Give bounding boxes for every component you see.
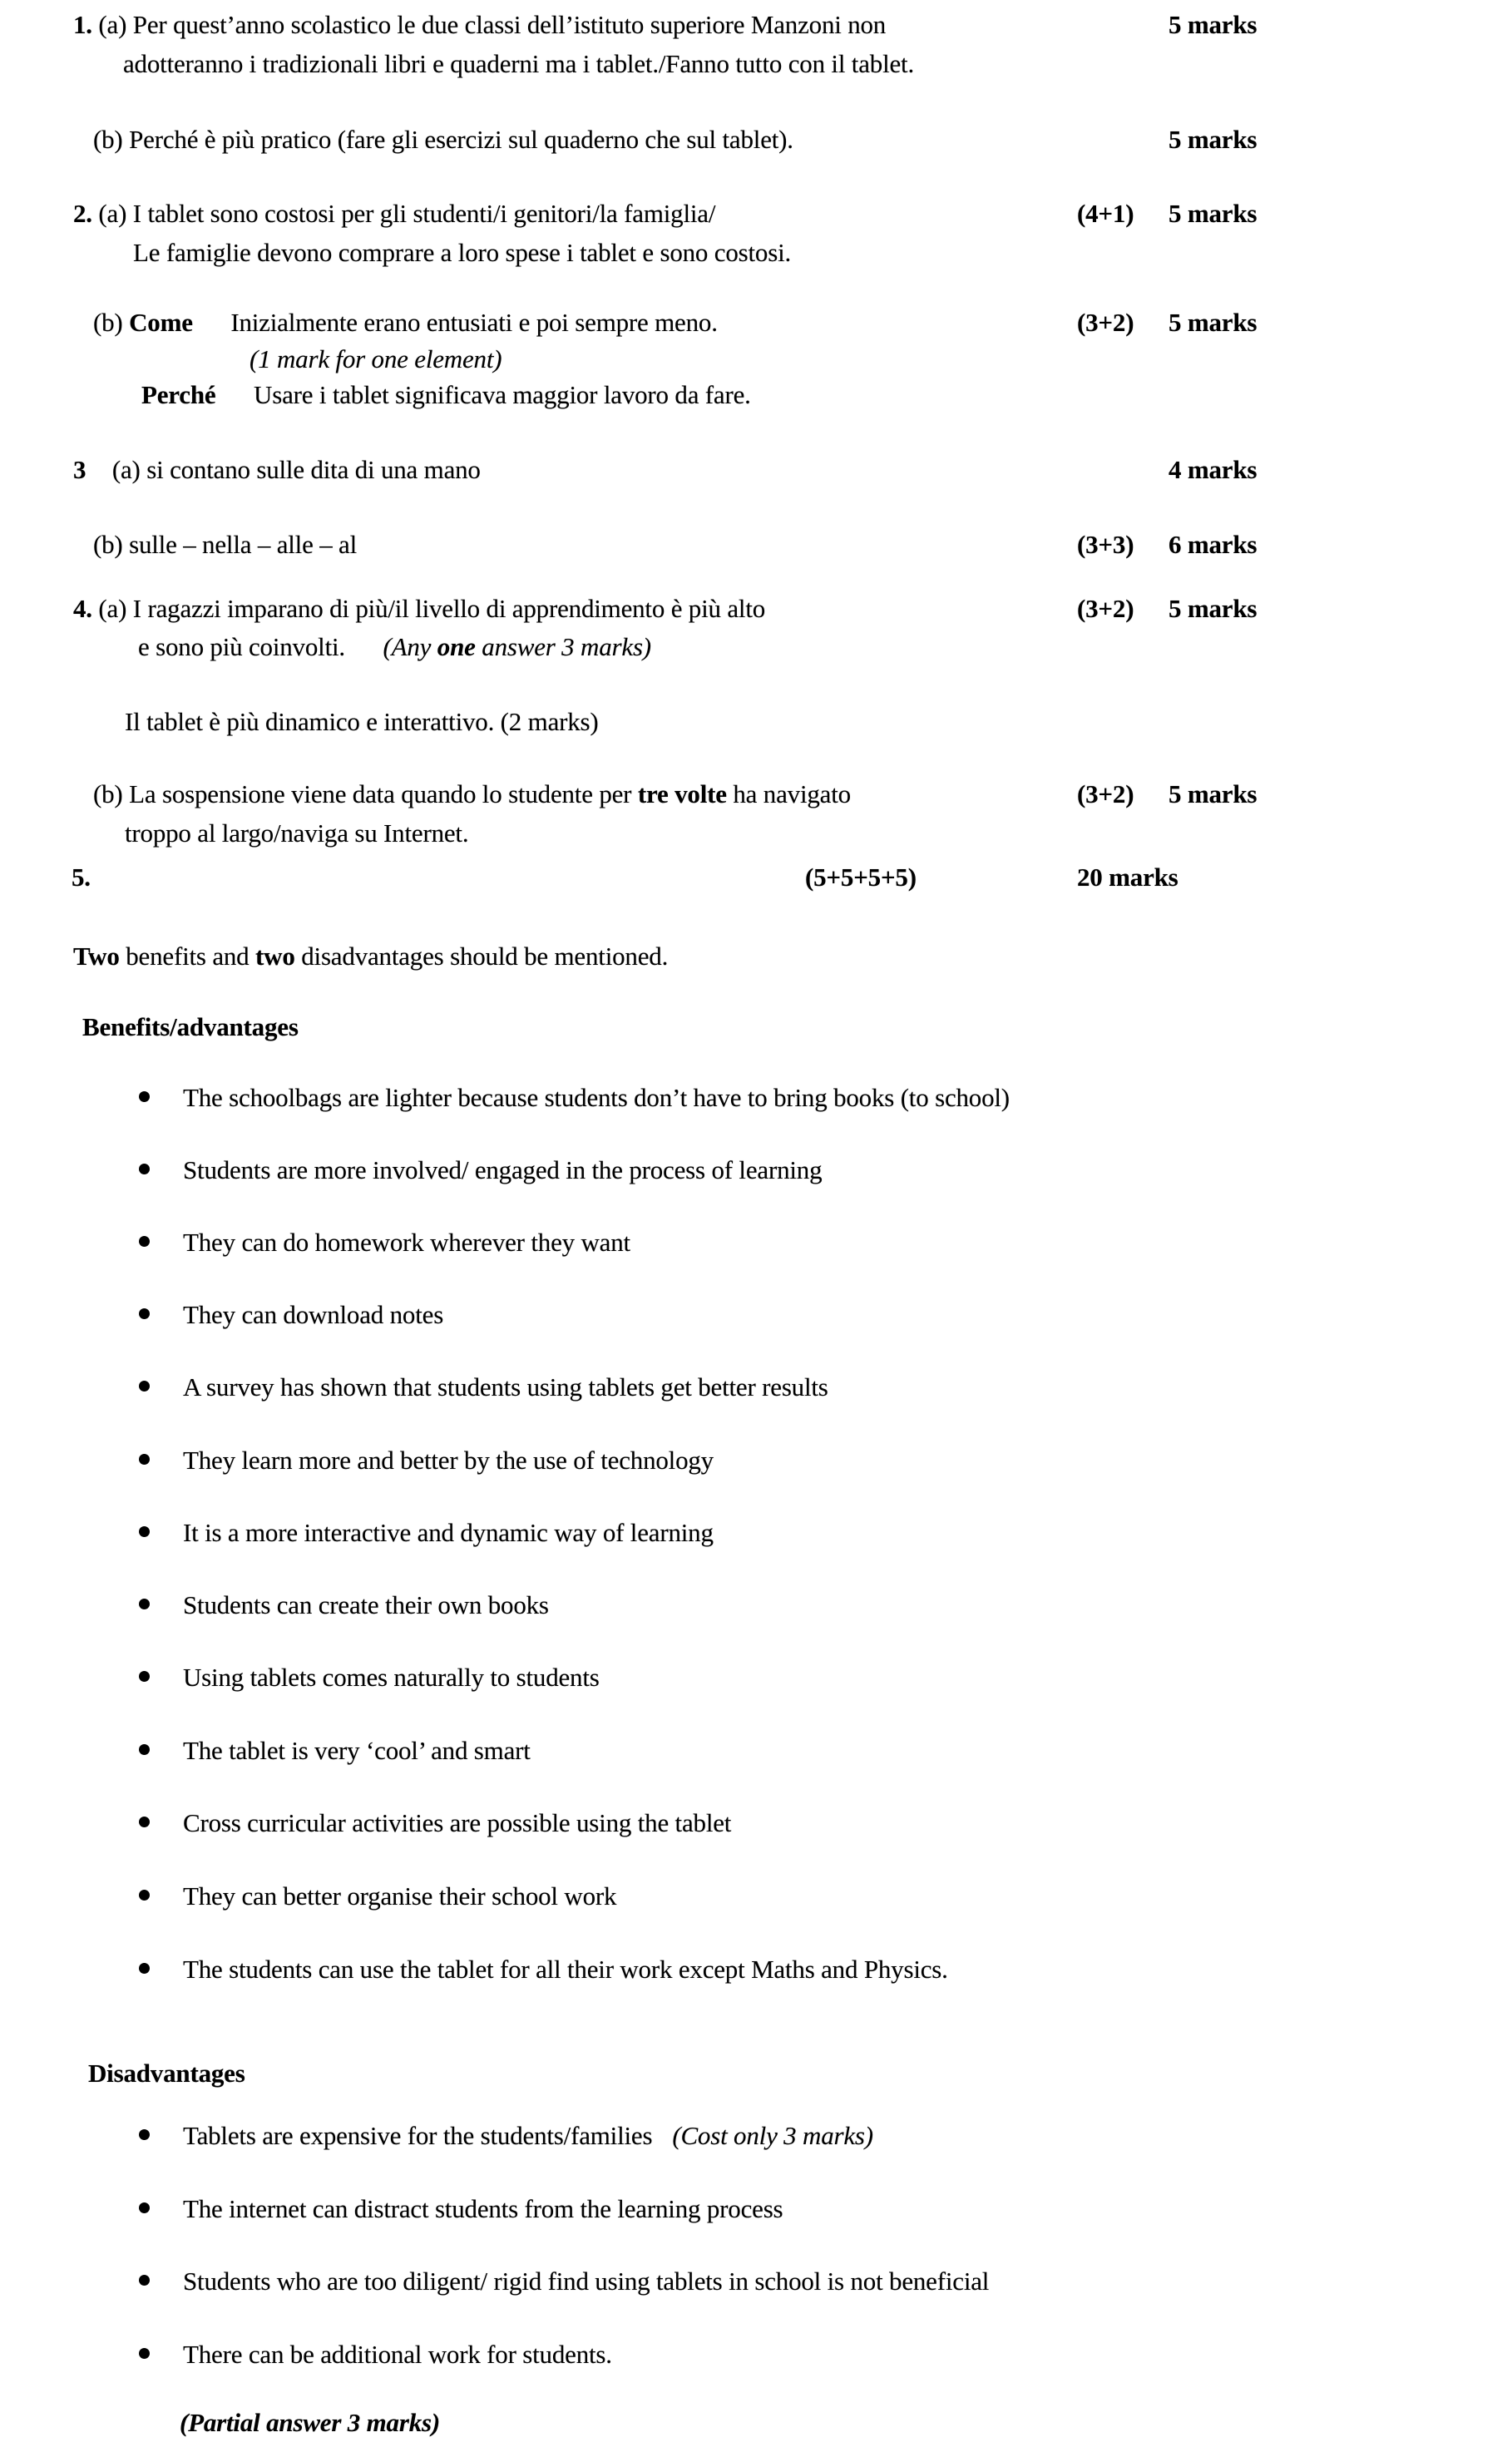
question-2-number: 2. [73,199,92,228]
bullet-icon [139,1599,150,1609]
part-3a-label: (a) [111,455,141,484]
answer-4a-text-cont: e sono più coinvolti. [138,632,345,661]
marking-note-cost: (Cost only 3 marks) [672,2121,873,2150]
question-3-number: 3 [73,455,86,484]
benefit-item [139,1661,600,1694]
answer-2a-text: I tablet sono costosi per gli studenti/i genitori/la famiglia/ [132,199,716,228]
question-5-number: 5. [72,863,91,892]
question-1a-line2: adotteranno i tradizionali libri e quaderni ma i tablet./Fanno tutto con il tablet. [123,49,915,78]
benefit-item-text: They can do homework wherever they want [183,1228,630,1257]
partial-answer-note: (Partial answer 3 marks) [180,2408,440,2437]
answer-3b-text: sulle – nella – alle – al [129,530,358,559]
answer-4b-bold: tre volte [637,779,727,808]
marking-note-2b: (1 mark for one element) [250,344,502,373]
benefit-item [139,1734,531,1767]
bullet-icon [139,1890,150,1901]
part-3b-label: (b) [93,530,123,559]
benefit-item-text: They can better organise their school work [183,1881,617,1911]
answer-4b-post: ha navigato [733,779,851,808]
benefit-item [139,1226,630,1259]
part-2b-label: (b) [93,308,123,337]
part-1b-label: (b) [93,125,123,154]
summary-bold-two-2: two [255,942,295,971]
scheme-4a: (3+2) [1077,594,1134,623]
bullet-icon [139,2275,150,2286]
question-1a-line1 [73,8,886,42]
marks-2b: 5 marks [1169,308,1258,337]
bullet-icon [139,1671,150,1682]
marks-4a: 5 marks [1169,594,1258,623]
question-4a-line2 [138,630,651,664]
bullet-icon [139,1963,150,1974]
bullet-icon [139,1308,150,1319]
question-1b-line [93,123,793,156]
marks-5: 20 marks [1077,863,1178,892]
benefit-item [139,1880,616,1913]
benefit-item [139,1298,443,1332]
scheme-3b: (3+3) [1077,530,1134,559]
answer-1a-text: Per quest’anno scolastico le due classi dell’istituto superiore Manzoni non [132,10,887,39]
benefit-item-text: The schoolbags are lighter because students don’t have to bring books (to school) [183,1083,1010,1112]
scheme-4b: (3+2) [1077,779,1134,808]
benefit-item [139,1953,948,1986]
answer-4a-text: I ragazzi imparano di più/il livello di apprendimento è più alto [132,594,766,623]
question-4b-line2: troppo al largo/naviga su Internet. [125,818,469,848]
question-2a-line1 [73,197,715,230]
benefit-item [139,1444,714,1477]
disadvantage-item [139,2119,873,2153]
disadvantages-heading: Disadvantages [88,2059,245,2088]
scheme-2b: (3+2) [1077,308,1134,337]
benefit-item-text: The students can use the tablet for all their work except Maths and Physics. [183,1955,948,1984]
perche-label: Perché [141,380,216,409]
question-2b-come-line [93,306,718,339]
part-4a-label: (a) [98,594,127,623]
benefit-item [139,1371,828,1404]
bullet-icon [139,1164,150,1174]
answer-1b-text: Perché è più pratico (fare gli esercizi sul quaderno che sul tablet). [129,125,793,154]
benefit-item-text: It is a more interactive and dynamic way of learning [183,1518,714,1547]
marks-1b: 5 marks [1169,125,1258,154]
summary-mid: benefits and [126,942,250,971]
benefit-item-text: They can download notes [183,1300,444,1329]
question-4b-line1 [93,778,851,811]
benefit-item-text: Students are more involved/ engaged in the process of learning [183,1155,823,1184]
answer-3a-text: si contano sulle dita di una mano [146,455,481,484]
question-2a-line2: Le famiglie devono comprare a loro spese i tablet e sono costosi. [133,238,792,267]
disadvantage-item-text: Tablets are expensive for the students/families [183,2121,653,2150]
marks-2a: 5 marks [1169,199,1258,228]
come-answer-text: Inizialmente erano entusiati e poi sempre meno. [230,308,718,337]
bullet-icon [139,1454,150,1465]
marks-3a: 4 marks [1169,455,1258,484]
bullet-icon [139,1381,150,1392]
question-4-number: 4. [73,594,92,623]
disadvantage-item-text: The internet can distract students from the learning process [183,2194,783,2223]
benefit-item [139,1589,549,1622]
bullet-icon [139,1817,150,1827]
disadvantage-item [139,2338,612,2371]
marks-4b: 5 marks [1169,779,1258,808]
benefit-item [139,1154,822,1187]
disadvantage-item [139,2192,783,2226]
bullet-icon [139,1091,150,1102]
question-3b-line [93,528,357,561]
perche-answer-text: Usare i tablet significava maggior lavoro da fare. [254,380,751,409]
benefit-item-text: A survey has shown that students using tablets get better results [183,1372,828,1401]
summary-bold-two-1: Two [73,942,120,971]
question-4a-line1 [73,592,765,625]
marks-3b: 6 marks [1169,530,1258,559]
scheme-5: (5+5+5+5) [805,863,917,892]
part-4b-label: (b) [93,779,123,808]
disadvantage-item-text: Students who are too diligent/ rigid find using tablets in school is not beneficial [183,2267,990,2296]
benefit-item [139,1516,714,1550]
bullet-icon [139,1526,150,1537]
part-2a-label: (a) [98,199,127,228]
benefits-heading: Benefits/advantages [82,1012,299,1041]
benefit-item-text: They learn more and better by the use of technology [183,1446,714,1475]
summary-rest: disadvantages should be mentioned. [301,942,669,971]
disadvantage-item [139,2265,989,2298]
marking-note-4a: (Any one answer 3 marks) [383,632,651,661]
benefit-item [139,1081,1010,1115]
benefit-item-text: Using tablets comes naturally to students [183,1663,600,1692]
come-label: Come [129,308,193,337]
disadvantage-item-text: There can be additional work for students. [183,2340,612,2369]
bullet-icon [139,2348,150,2359]
benefit-item-text: The tablet is very ‘cool’ and smart [183,1736,531,1765]
bullet-icon [139,2129,150,2140]
marks-1a: 5 marks [1169,10,1258,39]
question-4a-extra: Il tablet è più dinamico e interattivo. (2 marks) [125,707,599,736]
bullet-icon [139,1744,150,1755]
question-1-number: 1. [73,10,92,39]
bullet-icon [139,1236,150,1247]
scheme-2a: (4+1) [1077,199,1134,228]
part-1a-label: (a) [98,10,127,39]
benefit-item-text: Students can create their own books [183,1590,549,1619]
summary-line [73,940,668,973]
benefit-item-text: Cross curricular activities are possible using the tablet [183,1808,732,1837]
question-3a-line [73,453,481,487]
benefit-item [139,1807,731,1840]
bullet-icon [139,2202,150,2213]
question-2b-perche-line [141,378,751,412]
answer-4b-pre: La sospensione viene data quando lo studente per [129,779,632,808]
